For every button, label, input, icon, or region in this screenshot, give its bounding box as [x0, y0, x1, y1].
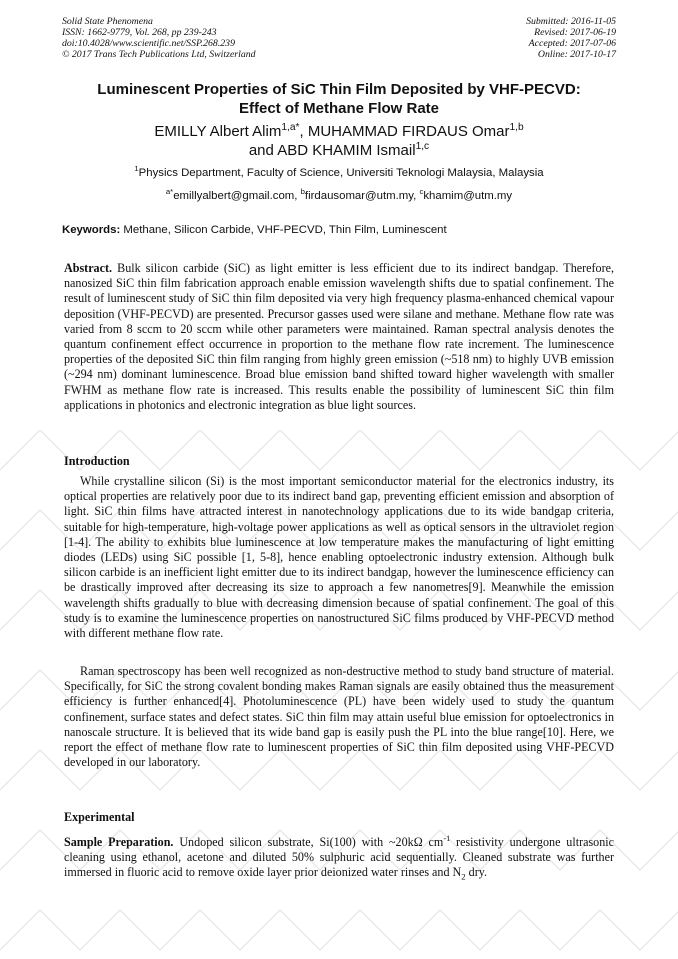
date-revised: Revised: 2017-06-19: [534, 27, 616, 38]
author-emails: $^{a*}$emillyalbert@gmail.com, $^b$firdausomar@utm.my, $^c$khamim@utm.my: [165, 187, 513, 202]
section-heading-experimental: Experimental: [64, 810, 135, 824]
abstract-text: Bulk silicon carbide (SiC) as light emitter is less efficient due to its indirect bandgap. Therefore, nanosized SiC thin film fabrication approach enable emission wavelength shifts due to spatial confinement. The result of luminescent study of SiC thin film deposited via very high frequency plasma-enhanced chemical vapour deposition (VHF-PECVD) are presented. Precursor gasses used were silane and methane. Methane flow rate was varied from 8 sccm to 20 sccm while other parameters were maintained. Raman spectral analysis denotes the quantum confinement effect occurrence in proportion to the methane flow rate increment. The luminescence properties of the deposited SiC thin film ranging from highly green emission (~518 nm) to highly UVB emission (~294 nm) dominant luminescence. Broad blue emission band shifted toward higher wavelength with smaller FWHM as methane flow rate is increased. This results enable the possibility of luminescent SiC thin film applications in photonics and electronic integration as blue light sources.: [64, 261, 614, 412]
affiliation: [62, 166, 616, 180]
author-1-affil: 1,a*: [281, 122, 300, 133]
journal-issn: ISSN: 1662-9779, Vol. 268, pp 239-243: [62, 27, 217, 38]
keywords-text: Methane, Silicon Carbide, VHF-PECVD, Thin Film, Luminescent: [120, 224, 447, 236]
affiliation-mark: 1: [134, 164, 139, 174]
date-online: Online: 2017-10-17: [537, 49, 616, 60]
title-line-2: Effect of Methane Flow Rate: [238, 100, 440, 117]
date-submitted: Submitted: 2016-11-05: [526, 16, 616, 27]
paper-title: [62, 80, 616, 118]
authors-line-2: [62, 141, 616, 160]
introduction-paragraph-2: Raman spectroscopy has been well recognized as non-destructive method to study band structure of material. Specifically, for SiC the strong covalent bonding makes Raman signals are easily obtained thus the measurement efficiency is further enhanced[4]. Photoluminescence (PL) have been widely used to study the quantum confinement, surface states and defect states. SiC thin film may attain useful blue emission for optoelectronics in nanoscale structure. It is believed that its wide band gap is easily push the PL into the blue range[10]. Here, we report the effect of methane flow rate to luminescent properties of SiC thin film deposited using VHF-PECVD developed in our laboratory.: [64, 664, 614, 770]
journal-name: Solid State Phenomena: [62, 16, 153, 27]
title-line-1: Luminescent Properties of SiC Thin Film Deposited by VHF-PECVD:: [97, 81, 581, 98]
author-3: ABD KHAMIM Ismail: [277, 142, 416, 159]
email-1: emillyalbert@gmail.com,: [173, 190, 301, 202]
email-2: firdausomar@utm.my,: [304, 190, 420, 202]
affiliation-text: Physics Department, Faculty of Science, Universiti Teknologi Malaysia, Malaysia: [138, 167, 544, 179]
abstract-label: Abstract.: [64, 261, 113, 275]
author-1: EMILLY Albert Alim: [154, 123, 282, 140]
author-2: MUHAMMAD FIRDAUS Omar: [307, 123, 510, 140]
sample-preparation-label: Sample Preparation.: [64, 835, 174, 849]
abstract: [64, 261, 614, 413]
journal-copyright: © 2017 Trans Tech Publications Ltd, Switzerland: [62, 49, 256, 60]
author-2-affil: 1,b: [509, 122, 524, 133]
keywords: [62, 223, 616, 237]
author-3-affil: 1,c: [415, 141, 430, 152]
keywords-label: Keywords:: [62, 224, 121, 236]
section-heading-introduction: Introduction: [64, 454, 130, 468]
sample-preparation-paragraph: Sample Preparation. Undoped silicon substrate, Si(100) with ~20kΩ $cm^{-1}$ resistivity undergone ultrasonic cleaning using ethanol, acetone and diluted 50% sulphuric acid sequentially. Cleaned substrate was further immersed in fluoric acid to remove oxide layer prior deionized water rinses and $N_2$ dry.: [64, 833, 614, 882]
email-3: khamim@utm.my: [423, 190, 513, 202]
journal-info: [62, 16, 256, 60]
journal-doi: doi:10.4028/www.scientific.net/SSP.268.239: [62, 38, 235, 49]
date-accepted: Accepted: 2017-07-06: [528, 38, 616, 49]
authors-line-1: EMILLY Albert Alim$^{1,a*}$, MUHAMMAD FIRDAUS Omar$^{1,b}$: [154, 122, 524, 140]
introduction-paragraph-1: While crystalline silicon (Si) is the most important semiconductor material for the electronics industry, its optical properties are relatively poor due to its indirect band gap, preventing efficient emission and absorption of light. SiC thin films have attracted interest in nanotechnology applications due to its wide bandgap criteria, suitable for high-temperature, high-voltage power applications as well as optical sensors in the ultraviolet region [1-4]. The ability to exhibits blue luminescence at low temperature makes the manufacturing of light emitting diodes (LEDs) using SiC possible [1, 5-8], hence enabling optoelectronic industry extension. Although bulk silicon carbide is an inefficient light emitter due to its indirect bandgap, however the luminescence efficiency can be drastically improved after decreasing its size to approach a few nanometres[9]. Meanwhile the emission wavelength shifts gradually to blue with decreasing dimension because of spatial confinement. The goal of this study is to examine the luminescence properties on nanostructured SiC films produced by VHF-PECVD method with different methane flow rate.: [64, 474, 614, 641]
publication-dates: [526, 16, 616, 60]
authors-and: and: [248, 142, 278, 159]
author-list: [62, 122, 616, 160]
